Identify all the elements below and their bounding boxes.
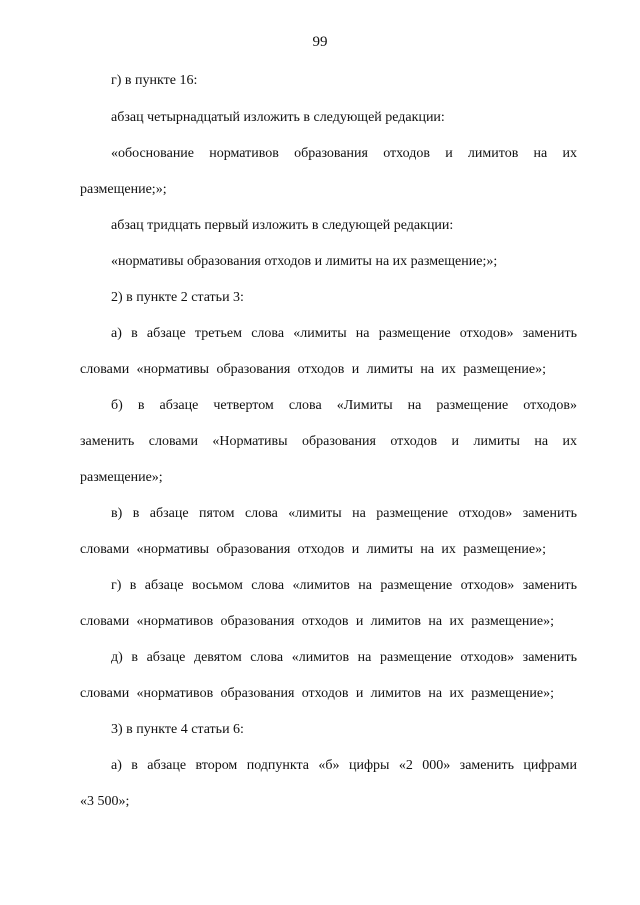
text-line: размещение;»;: [80, 182, 167, 197]
text-line: г) в абзаце восьмом слова «лимитов на размещение отходов» заменить: [111, 578, 577, 593]
text-line: словами «нормативы образования отходов и лимиты на их размещение»;: [80, 362, 546, 377]
text-line: абзац четырнадцатый изложить в следующей редакции:: [111, 110, 445, 125]
text-line: «3 500»;: [80, 794, 130, 809]
text-line: д) в абзаце девятом слова «лимитов на размещение отходов» заменить: [111, 650, 577, 665]
text-line: 2) в пункте 2 статьи 3:: [111, 290, 244, 305]
text-line: размещение»;: [80, 470, 163, 485]
page-number: 99: [312, 34, 328, 50]
text-line: а) в абзаце третьем слова «лимиты на размещение отходов» заменить: [111, 326, 577, 341]
text-line: г) в пункте 16:: [111, 73, 198, 88]
text-line: «нормативы образования отходов и лимиты на их размещение;»;: [111, 254, 498, 269]
text-line: словами «нормативов образования отходов и лимитов на их размещение»;: [80, 686, 554, 701]
text-line: а) в абзаце втором подпункта «б» цифры «2 000» заменить цифрами: [111, 758, 577, 773]
text-line: в) в абзаце пятом слова «лимиты на размещение отходов» заменить: [111, 506, 577, 521]
text-line: б) в абзаце четвертом слова «Лимиты на размещение отходов»: [111, 398, 577, 413]
text-line: словами «нормативы образования отходов и лимиты на их размещение»;: [80, 542, 546, 557]
text-line: абзац тридцать первый изложить в следующей редакции:: [111, 218, 454, 233]
text-line: «обоснование нормативов образования отходов и лимитов на их: [111, 146, 577, 161]
text-line: 3) в пункте 4 статьи 6:: [111, 722, 244, 737]
text-line: словами «нормативов образования отходов и лимитов на их размещение»;: [80, 614, 554, 629]
text-line: заменить словами «Нормативы образования отходов и лимиты на их: [80, 434, 577, 449]
